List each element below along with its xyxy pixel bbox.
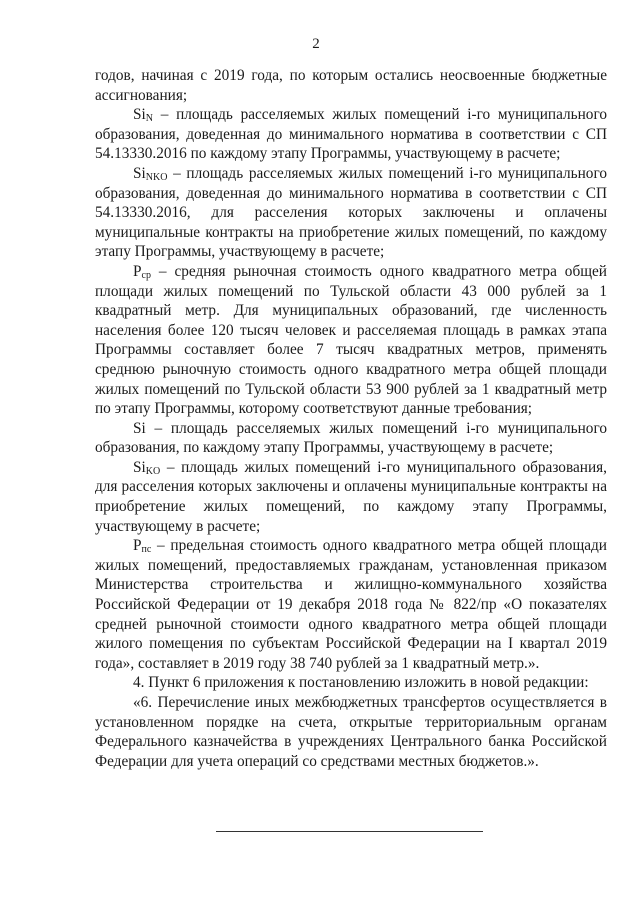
subscript: N bbox=[145, 113, 153, 125]
paragraph bbox=[95, 693, 607, 771]
paragraph bbox=[95, 164, 607, 262]
subscript: KO bbox=[145, 465, 161, 477]
text-run: годов, начиная с 2019 года, по которым остались неосвоенные бюджетные ассигнования; bbox=[95, 67, 607, 104]
paragraph bbox=[95, 458, 607, 536]
subscript: пс bbox=[141, 544, 152, 556]
text-run: «6. Перечисление иных межбюджетных трансфертов осуществляется в установленном порядке на счета, открытые территориальным органам Федерального казначейства в учреждениях Центрального банка Российской Федерации для учета операций со средствами местных бюджетов.». bbox=[95, 694, 607, 770]
paragraph bbox=[95, 536, 607, 673]
document-body bbox=[95, 66, 607, 771]
text-run: Si bbox=[133, 458, 146, 476]
text-run: – площадь расселяемых жилых помещений i-го муниципального образования, доведенная до минимального норматива в соответствии с СП 54.13330.2016, для расселения которых заключены и оплачены муниципальные контракты на приобретение жилых помещений, по каждому этапу Программы, участвующему в расчете; bbox=[95, 164, 607, 261]
text-run: Si bbox=[133, 164, 146, 182]
paragraph bbox=[95, 262, 607, 419]
text-run: P bbox=[133, 537, 142, 555]
subscript: NKO bbox=[145, 171, 168, 183]
paragraph bbox=[95, 673, 607, 693]
text-run: – средняя рыночная стоимость одного квадратного метра общей площади жилых помещений по Тульской области 43 000 рублей за 1 квадратный метр. Для муниципальных образований, где численность населения более 120 тысяч человек и расселяемая площадь в рамках этапа Программы составляет более 7 тысяч квадратных метров, применять среднюю рыночную стоимость одного квадратного метра общей площади жилых помещений по Тульской области 53 900 рублей за 1 квадратный метр по этапу Программы, которому соответствуют данные требования; bbox=[95, 262, 607, 418]
text-run: Si – площадь расселяемых жилых помещений i-го муниципального образования, по каждому этапу Программы, участвующему в расчете; bbox=[95, 419, 607, 457]
text-run: 4. Пункт 6 приложения к постановлению изложить в новой редакции: bbox=[133, 674, 589, 692]
separator-line bbox=[216, 831, 483, 832]
text-run: – площадь расселяемых жилых помещений i-го муниципального образования, доведенная до минимального норматива в соответствии с СП 54.13330.2016 по каждому этапу Программы, участвующему в расчете; bbox=[95, 106, 607, 163]
subscript: ср bbox=[141, 269, 151, 281]
text-run: – предельная стоимость одного квадратного метра общей площади жилых помещений, предоставляемых гражданам, установленная приказом Министерства строительства и жилищно-коммунального хозяйства Российской Федерации от 19 декабря 2018 года № 822/пр «О показателях средней рыночной стоимости одного квадратного метра общей площади жилого помещения по субъектам Российской Федерации на I квартал 2019 года», составляет в 2019 году 38 740 рублей за 1 квадратный метр.». bbox=[95, 537, 607, 672]
paragraph bbox=[95, 66, 607, 105]
page-number: 2 bbox=[312, 36, 320, 52]
text-run: – площадь жилых помещений i-го муниципального образования, для расселения которых заключены и оплачены муниципальные контракты на приобретение жилых помещений, по каждому этапу Программы, участвующему в расчете; bbox=[95, 458, 607, 535]
text-run: P bbox=[133, 262, 142, 280]
paragraph bbox=[95, 419, 607, 458]
text-run: Si bbox=[133, 106, 146, 124]
paragraph bbox=[95, 105, 607, 164]
